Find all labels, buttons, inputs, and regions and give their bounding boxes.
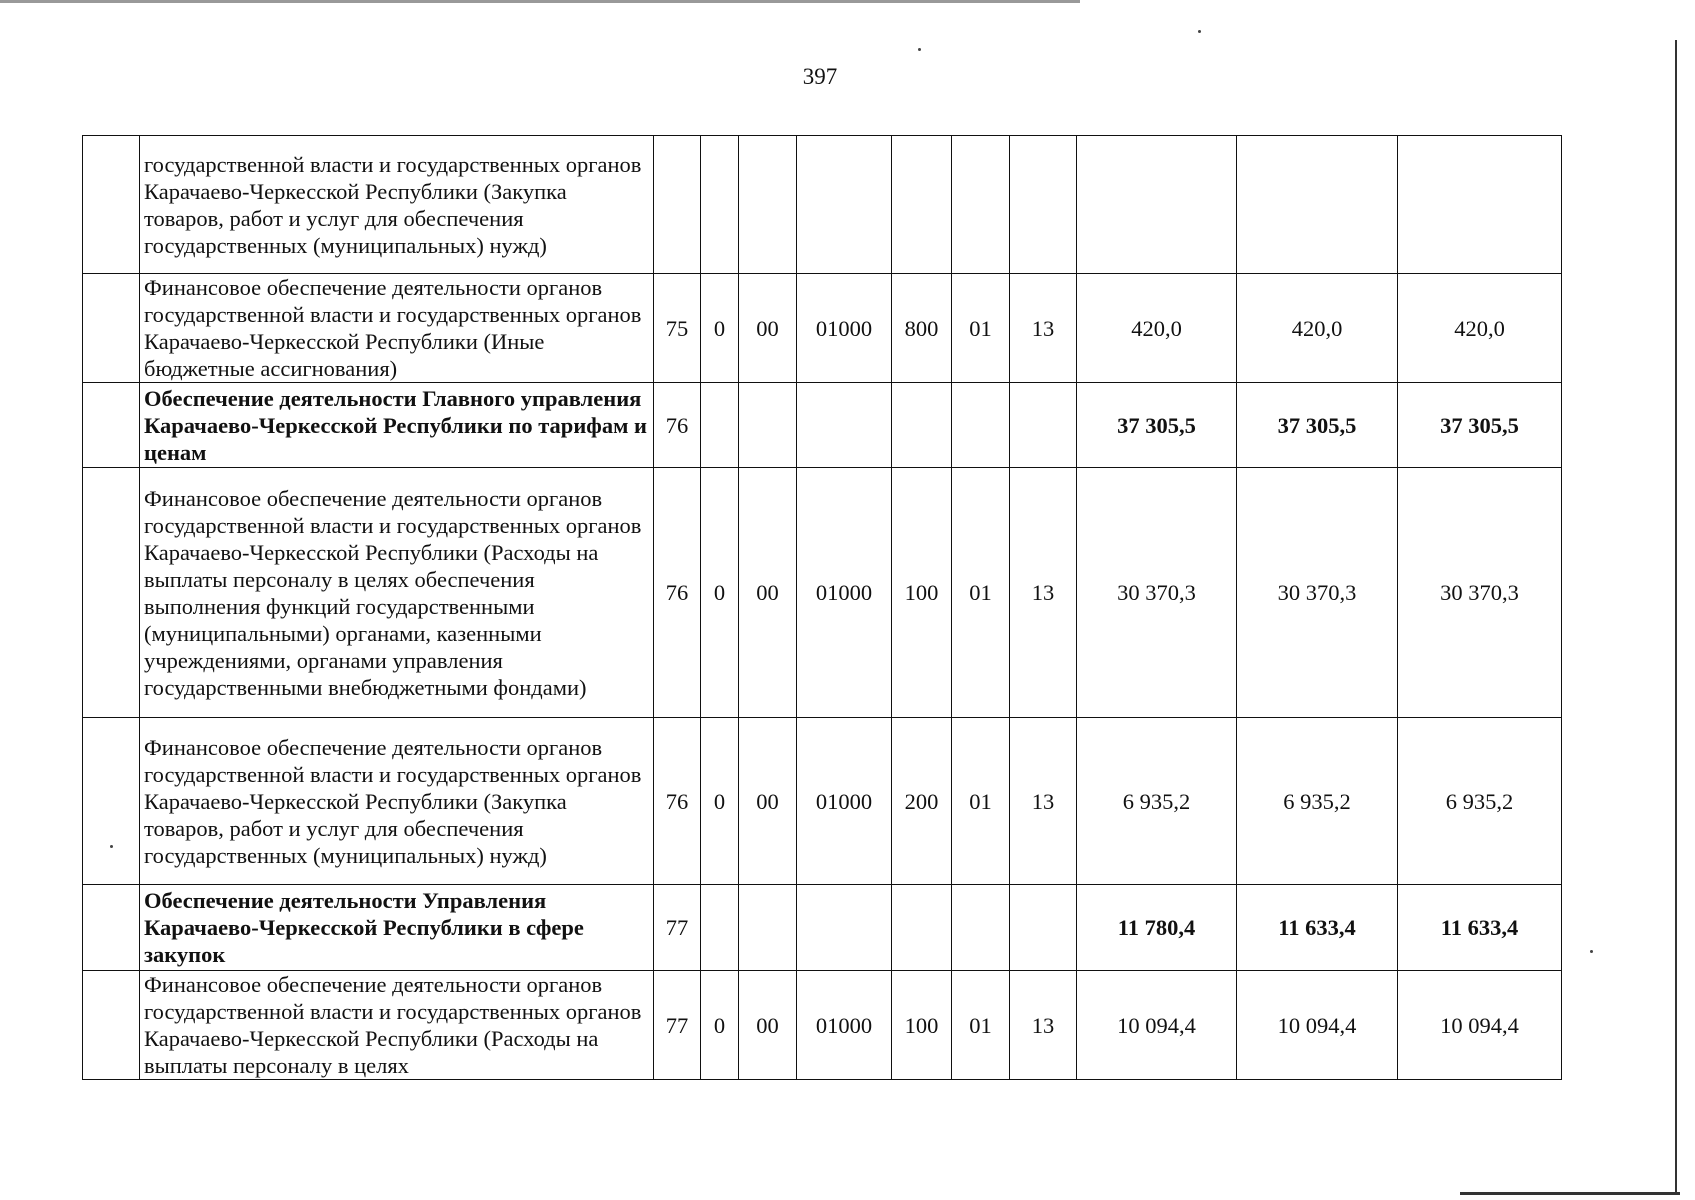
ministry-code-cell: 75	[654, 274, 701, 383]
subprogram-code-cell	[701, 136, 739, 274]
section-cell: 01	[952, 468, 1010, 718]
main-event-code-cell: 00	[739, 718, 797, 885]
budget-table	[82, 135, 1562, 1080]
amount-year-2-cell: 6 935,2	[1237, 718, 1398, 885]
subsection-cell: 13	[1010, 468, 1077, 718]
scan-edge-bottom	[1460, 1192, 1680, 1195]
subsection-cell	[1010, 383, 1077, 468]
subsection-cell	[1010, 885, 1077, 971]
ministry-code-cell: 77	[654, 971, 701, 1080]
direction-code-cell: 01000	[797, 274, 892, 383]
direction-code-cell: 01000	[797, 468, 892, 718]
scan-speck	[1590, 950, 1593, 953]
scan-speck	[918, 48, 921, 51]
row-number-cell	[83, 971, 140, 1080]
ministry-code-cell: 77	[654, 885, 701, 971]
subsection-cell	[1010, 136, 1077, 274]
amount-year-3-cell: 420,0	[1398, 274, 1562, 383]
expense-type-cell	[892, 136, 952, 274]
table-row	[83, 274, 1562, 383]
section-cell: 01	[952, 718, 1010, 885]
direction-code-cell	[797, 383, 892, 468]
description-cell: Финансовое обеспечение деятельности органов государственной власти и государственных органов Карачаево-Черкесской Республики (Закупка товаров, работ и услуг для обеспечения государственных (муниципальных) нужд)	[140, 718, 654, 885]
direction-code-cell	[797, 136, 892, 274]
amount-year-2-cell	[1237, 136, 1398, 274]
ministry-code-cell: 76	[654, 718, 701, 885]
table-row	[83, 718, 1562, 885]
subprogram-code-cell	[701, 383, 739, 468]
amount-year-3-cell: 6 935,2	[1398, 718, 1562, 885]
row-number-cell	[83, 383, 140, 468]
expense-type-cell	[892, 885, 952, 971]
table-row	[83, 885, 1562, 971]
ministry-code-cell: 76	[654, 383, 701, 468]
expense-type-cell: 100	[892, 971, 952, 1080]
page-number: 397	[802, 64, 838, 89]
scan-speck	[1198, 30, 1201, 33]
description-cell: государственной власти и государственных органов Карачаево-Черкесской Республики (Закупка товаров, работ и услуг для обеспечения государственных (муниципальных) нужд)	[140, 136, 654, 274]
subsection-cell: 13	[1010, 971, 1077, 1080]
amount-year-1-cell: 6 935,2	[1077, 718, 1237, 885]
main-event-code-cell	[739, 885, 797, 971]
description-cell: Финансовое обеспечение деятельности органов государственной власти и государственных органов Карачаево-Черкесской Республики (Расходы на выплаты персоналу в целях обеспечения выполнения функций государственными (муниципальными) органами, казенными учреждениями, органами управления государственными внебюджетными фондами)	[140, 468, 654, 718]
table-row	[83, 383, 1562, 468]
subprogram-code-cell: 0	[701, 468, 739, 718]
expense-type-cell: 800	[892, 274, 952, 383]
row-number-cell	[83, 274, 140, 383]
direction-code-cell: 01000	[797, 718, 892, 885]
scan-edge-top	[0, 0, 1695, 3]
amount-year-3-cell: 30 370,3	[1398, 468, 1562, 718]
row-number-cell	[83, 468, 140, 718]
subsection-cell: 13	[1010, 718, 1077, 885]
amount-year-1-cell	[1077, 136, 1237, 274]
expense-type-cell: 200	[892, 718, 952, 885]
description-cell: Обеспечение деятельности Главного управления Карачаево-Черкесской Республики по тарифам и ценам	[140, 383, 654, 468]
amount-year-3-cell	[1398, 136, 1562, 274]
amount-year-2-cell: 10 094,4	[1237, 971, 1398, 1080]
direction-code-cell: 01000	[797, 971, 892, 1080]
table-row	[83, 971, 1562, 1080]
main-event-code-cell: 00	[739, 468, 797, 718]
table-row	[83, 468, 1562, 718]
amount-year-2-cell: 420,0	[1237, 274, 1398, 383]
ministry-code-cell	[654, 136, 701, 274]
row-number-cell	[83, 136, 140, 274]
amount-year-2-cell: 11 633,4	[1237, 885, 1398, 971]
row-number-cell	[83, 718, 140, 885]
subprogram-code-cell: 0	[701, 274, 739, 383]
amount-year-1-cell: 10 094,4	[1077, 971, 1237, 1080]
amount-year-1-cell: 37 305,5	[1077, 383, 1237, 468]
description-cell: Обеспечение деятельности Управления Карачаево-Черкесской Республики в сфере закупок	[140, 885, 654, 971]
amount-year-1-cell: 420,0	[1077, 274, 1237, 383]
section-cell: 01	[952, 274, 1010, 383]
amount-year-3-cell: 37 305,5	[1398, 383, 1562, 468]
section-cell: 01	[952, 971, 1010, 1080]
table-row	[83, 136, 1562, 274]
scan-edge-right	[1675, 40, 1677, 1195]
ministry-code-cell: 76	[654, 468, 701, 718]
subsection-cell: 13	[1010, 274, 1077, 383]
table-body	[83, 136, 1562, 1080]
section-cell	[952, 885, 1010, 971]
main-event-code-cell: 00	[739, 971, 797, 1080]
row-number-cell	[83, 885, 140, 971]
section-cell	[952, 136, 1010, 274]
amount-year-1-cell: 30 370,3	[1077, 468, 1237, 718]
main-event-code-cell	[739, 383, 797, 468]
direction-code-cell	[797, 885, 892, 971]
expense-type-cell: 100	[892, 468, 952, 718]
main-event-code-cell	[739, 136, 797, 274]
description-cell: Финансовое обеспечение деятельности органов государственной власти и государственных органов Карачаево-Черкесской Республики (Иные бюджетные ассигнования)	[140, 274, 654, 383]
expense-type-cell	[892, 383, 952, 468]
amount-year-3-cell: 10 094,4	[1398, 971, 1562, 1080]
amount-year-2-cell: 30 370,3	[1237, 468, 1398, 718]
amount-year-1-cell: 11 780,4	[1077, 885, 1237, 971]
description-cell: Финансовое обеспечение деятельности органов государственной власти и государственных органов Карачаево-Черкесской Республики (Расходы на выплаты персоналу в целях	[140, 971, 654, 1080]
amount-year-2-cell: 37 305,5	[1237, 383, 1398, 468]
section-cell	[952, 383, 1010, 468]
subprogram-code-cell: 0	[701, 718, 739, 885]
subprogram-code-cell: 0	[701, 971, 739, 1080]
subprogram-code-cell	[701, 885, 739, 971]
main-event-code-cell: 00	[739, 274, 797, 383]
amount-year-3-cell: 11 633,4	[1398, 885, 1562, 971]
